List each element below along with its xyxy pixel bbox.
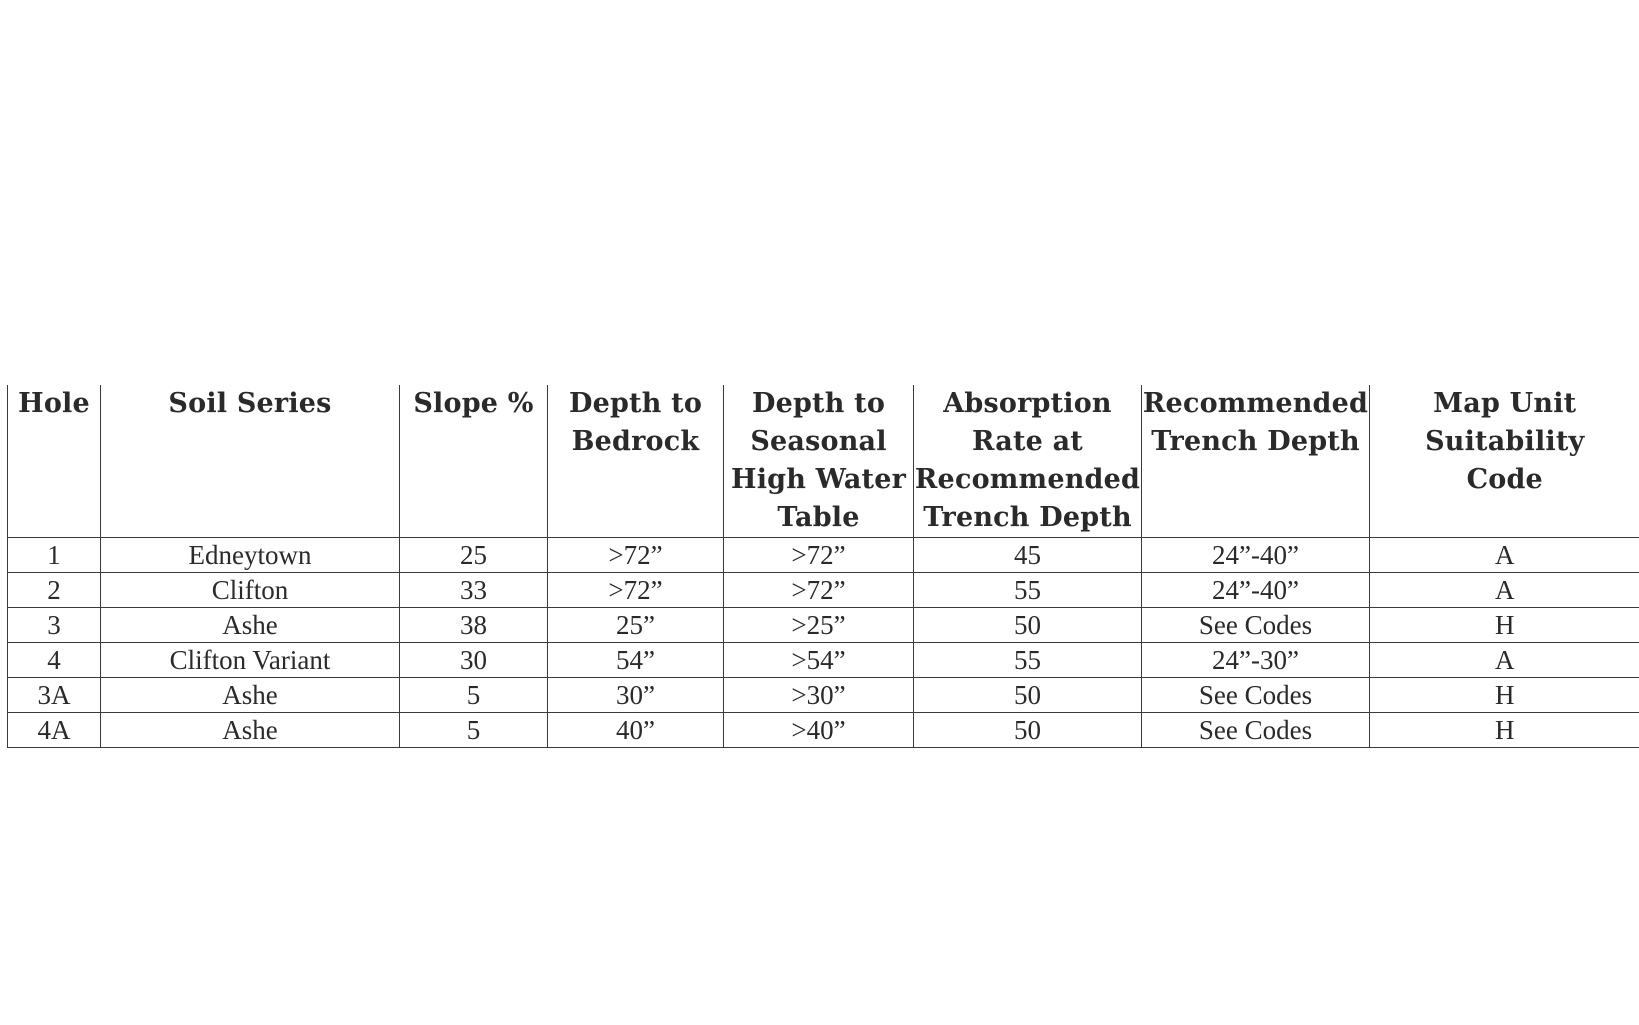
- cell-depth-to-water-table: >30”: [724, 678, 914, 713]
- table-row: [8, 678, 1639, 713]
- table-row: [8, 573, 1639, 608]
- header-line: Suitability: [1425, 426, 1585, 457]
- cell-slope: 5: [400, 678, 548, 713]
- cell-absorption-rate: 50: [914, 713, 1142, 748]
- header-recommended-trench-depth: [1142, 385, 1370, 538]
- cell-slope: 33: [400, 573, 548, 608]
- cell-slope: 5: [400, 713, 548, 748]
- cell-soil-series: Ashe: [101, 608, 400, 643]
- cell-map-unit-code: A: [1370, 573, 1639, 608]
- cell-map-unit-code: H: [1370, 713, 1639, 748]
- table-row: [8, 643, 1639, 678]
- cell-soil-series: Ashe: [101, 678, 400, 713]
- cell-depth-to-water-table: >25”: [724, 608, 914, 643]
- header-line: Table: [777, 502, 860, 533]
- cell-map-unit-code: H: [1370, 678, 1639, 713]
- header-map-unit-code: [1370, 385, 1639, 538]
- cell-depth-to-bedrock: 30”: [548, 678, 724, 713]
- cell-depth-to-bedrock: 25”: [548, 608, 724, 643]
- cell-depth-to-bedrock: 54”: [548, 643, 724, 678]
- cell-hole: 3: [8, 608, 101, 643]
- table-row: [8, 538, 1639, 573]
- cell-absorption-rate: 50: [914, 678, 1142, 713]
- cell-depth-to-bedrock: 40”: [548, 713, 724, 748]
- table-row: [8, 608, 1639, 643]
- cell-map-unit-code: A: [1370, 538, 1639, 573]
- cell-hole: 4: [8, 643, 101, 678]
- cell-absorption-rate: 55: [914, 573, 1142, 608]
- header-absorption-rate: [914, 385, 1142, 538]
- cell-map-unit-code: H: [1370, 608, 1639, 643]
- cell-depth-to-water-table: >72”: [724, 538, 914, 573]
- header-line: Recommended: [1142, 388, 1369, 419]
- cell-slope: 38: [400, 608, 548, 643]
- soil-data-table: [7, 385, 1639, 748]
- cell-trench-depth: 24”-40”: [1142, 538, 1370, 573]
- header-line: Recommended: [914, 464, 1141, 495]
- cell-trench-depth: 24”-30”: [1142, 643, 1370, 678]
- cell-soil-series: Clifton Variant: [101, 643, 400, 678]
- cell-absorption-rate: 55: [914, 643, 1142, 678]
- cell-trench-depth: See Codes: [1142, 608, 1370, 643]
- header-hole: [8, 385, 101, 538]
- header-line: Seasonal: [750, 426, 887, 457]
- header-line: Trench Depth: [923, 502, 1132, 533]
- cell-slope: 25: [400, 538, 548, 573]
- header-line: Slope %: [413, 388, 534, 419]
- cell-hole: 2: [8, 573, 101, 608]
- header-row: [8, 385, 1639, 538]
- header-line: Depth to: [751, 388, 886, 419]
- header-line: Bedrock: [571, 426, 700, 457]
- header-line: Trench Depth: [1151, 426, 1360, 457]
- header-line: Hole: [18, 388, 90, 419]
- cell-depth-to-water-table: >40”: [724, 713, 914, 748]
- cell-soil-series: Ashe: [101, 713, 400, 748]
- cell-depth-to-water-table: >54”: [724, 643, 914, 678]
- header-depth-to-water-table: [724, 385, 914, 538]
- cell-hole: 1: [8, 538, 101, 573]
- cell-depth-to-water-table: >72”: [724, 573, 914, 608]
- header-line: Map Unit: [1433, 388, 1577, 419]
- cell-trench-depth: See Codes: [1142, 678, 1370, 713]
- cell-depth-to-bedrock: >72”: [548, 538, 724, 573]
- cell-absorption-rate: 50: [914, 608, 1142, 643]
- cell-soil-series: Edneytown: [101, 538, 400, 573]
- cell-depth-to-bedrock: >72”: [548, 573, 724, 608]
- header-line: Depth to: [568, 388, 703, 419]
- header-line: Soil Series: [168, 388, 332, 419]
- header-line: High Water: [730, 464, 907, 495]
- cell-slope: 30: [400, 643, 548, 678]
- header-line: Code: [1466, 464, 1543, 495]
- table-row: [8, 713, 1639, 748]
- header-soil-series: [101, 385, 400, 538]
- cell-hole: 3A: [8, 678, 101, 713]
- header-line: Rate at: [972, 426, 1083, 457]
- cell-trench-depth: See Codes: [1142, 713, 1370, 748]
- cell-hole: 4A: [8, 713, 101, 748]
- cell-absorption-rate: 45: [914, 538, 1142, 573]
- cell-map-unit-code: A: [1370, 643, 1639, 678]
- header-depth-to-bedrock: [548, 385, 724, 538]
- cell-trench-depth: 24”-40”: [1142, 573, 1370, 608]
- header-line: Absorption: [943, 388, 1112, 419]
- header-slope: [400, 385, 548, 538]
- cell-soil-series: Clifton: [101, 573, 400, 608]
